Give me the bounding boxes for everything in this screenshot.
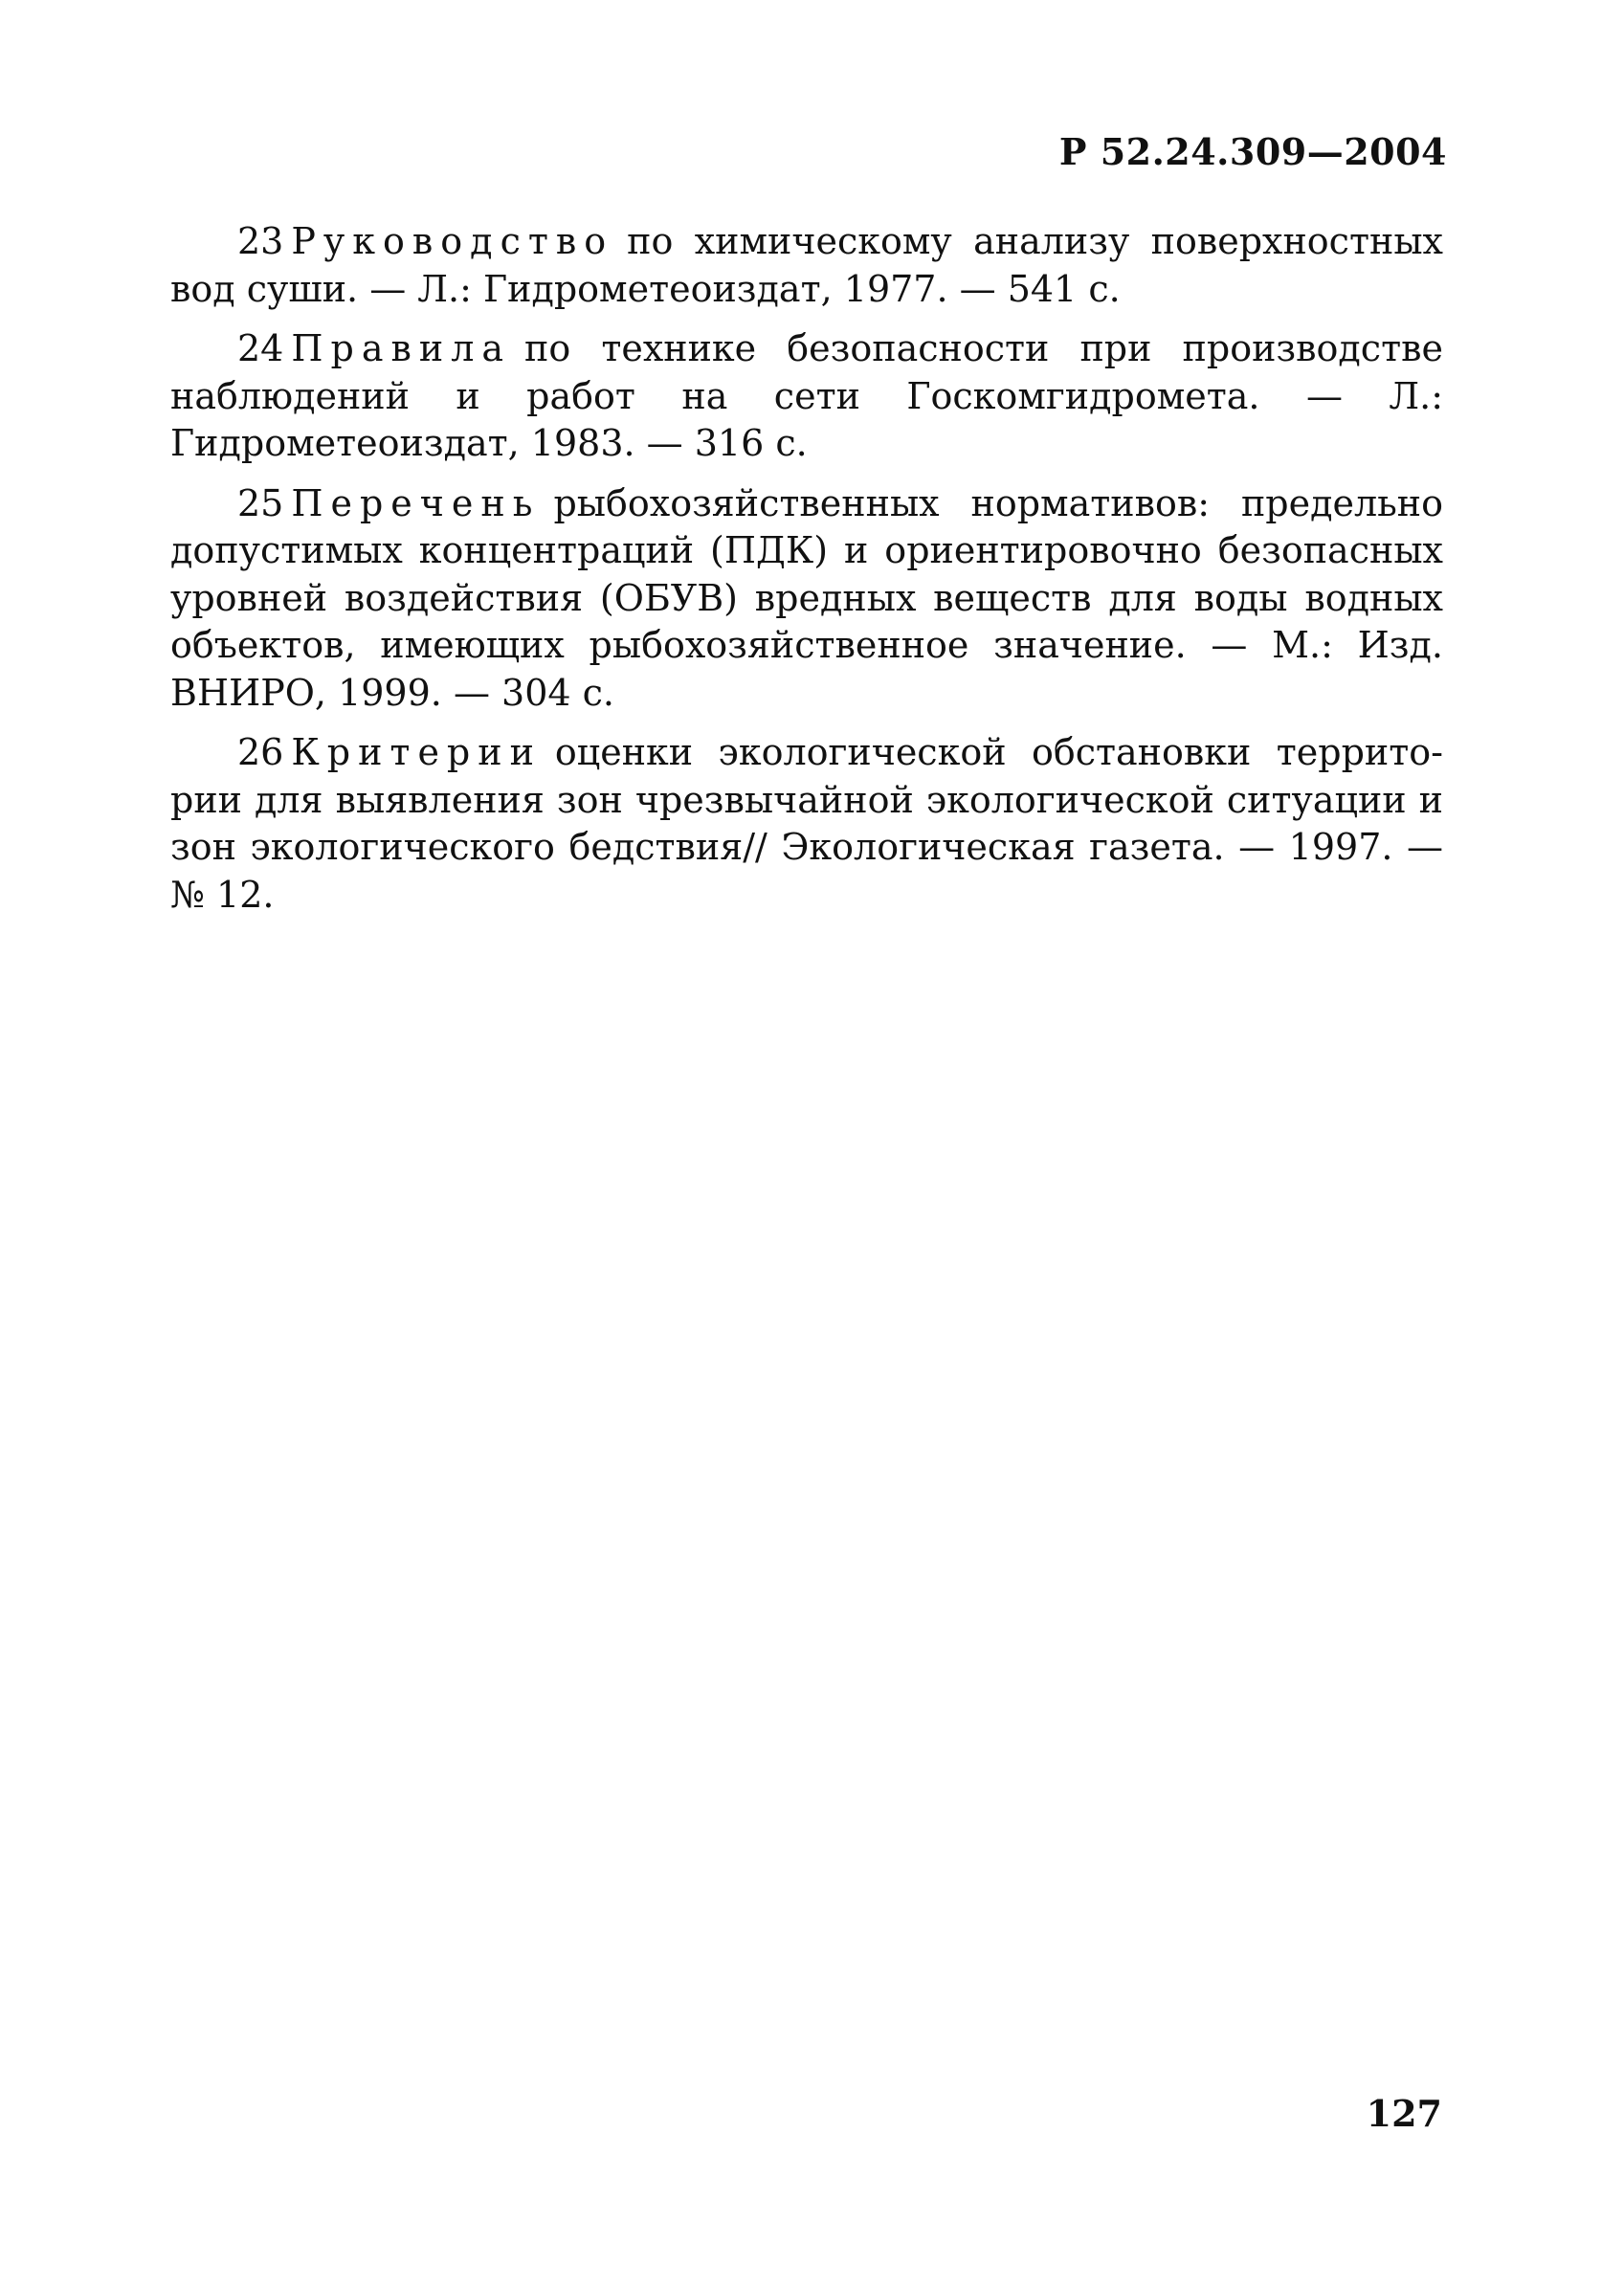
page-number: 127 <box>1366 2092 1442 2135</box>
reference-key-word: Руководство <box>291 220 614 262</box>
reference-number: 24 <box>237 327 284 369</box>
reference-item-23 <box>170 218 1443 313</box>
document-code: Р 52.24.309—2004 <box>1058 130 1447 173</box>
reference-key-word: Перечень <box>291 481 541 524</box>
reference-key-word: Правила <box>291 327 511 369</box>
reference-number: 23 <box>237 220 284 262</box>
reference-text: по технике безопасности при производстве наблюдений и работ на сети Госкомгидромета. — Л.: Гидрометеоиздат, 1983. — 316 с. <box>170 327 1443 464</box>
reference-text: по химическому анализу поверхностных вод суши. — Л.: Гидрометеоиздат, 1977. — 541 с. <box>170 220 1443 310</box>
reference-key-word: Критерии <box>291 731 542 773</box>
reference-item-24 <box>170 325 1443 468</box>
reference-number: 26 <box>237 731 284 773</box>
reference-list <box>170 218 1443 931</box>
reference-item-26 <box>170 729 1443 919</box>
reference-text: оценки экологической обстановки территории для выявления зон чрезвычайной экологической ситуации и зон экологического бедствия// Экологическая газета. — 1997. — № 12. <box>170 731 1443 916</box>
reference-number: 25 <box>237 481 284 524</box>
reference-text: рыбохозяйственных нормативов: предельно допустимых концентраций (ПДК) и ориентировочно безопасных уровней воздействия (ОБУВ) вредных веществ для воды водных объектов, имеющих рыбохозяйственное значение. — М.: Изд. ВНИРО, 1999. — 304 с. <box>170 481 1443 714</box>
reference-item-25 <box>170 480 1443 718</box>
